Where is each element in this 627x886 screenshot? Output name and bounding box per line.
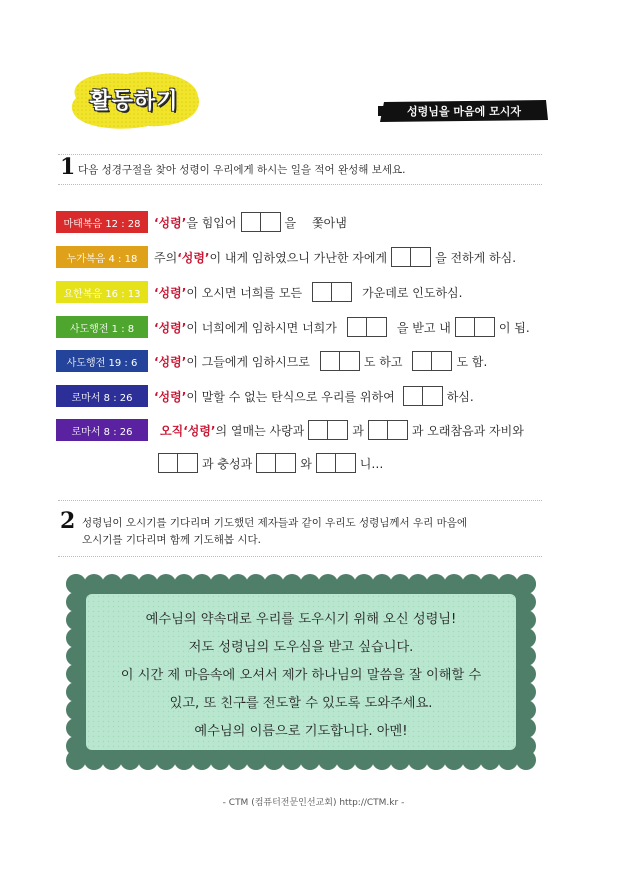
answer-box-pair[interactable] bbox=[391, 247, 431, 267]
verse-row-7-continued bbox=[158, 451, 383, 475]
answer-box-pair[interactable] bbox=[158, 453, 198, 473]
divider bbox=[58, 184, 542, 185]
answer-box[interactable] bbox=[411, 247, 431, 267]
answer-box-pair[interactable] bbox=[256, 453, 296, 473]
verse-text: 이 내게 임하였으니 가난한 자에게 bbox=[209, 250, 388, 265]
verse-text: 니… bbox=[359, 456, 384, 471]
holy-spirit-word: ‘성령’ bbox=[154, 354, 187, 369]
answer-box[interactable] bbox=[316, 453, 336, 473]
prayer-line: 있고, 또 친구를 전도할 수 있도록 도와주세요. bbox=[169, 696, 433, 711]
answer-box[interactable] bbox=[178, 453, 198, 473]
answer-box-pair[interactable] bbox=[312, 282, 352, 302]
verse-text: 도 함. bbox=[456, 354, 488, 369]
holy-spirit-word: ‘성령’ bbox=[154, 320, 187, 335]
answer-box[interactable] bbox=[261, 212, 281, 232]
verse-text: 을 받고 내 bbox=[396, 320, 451, 335]
prayer-line: 예수님의 이름으로 기도합니다. 아멘! bbox=[194, 724, 408, 739]
answer-box-pair[interactable] bbox=[308, 420, 348, 440]
page-title: 활동하기 bbox=[89, 89, 179, 114]
prayer-line: 예수님의 약속대로 우리를 도우시기 위해 오신 성령님! bbox=[145, 612, 457, 627]
answer-box[interactable] bbox=[412, 351, 432, 371]
answer-box[interactable] bbox=[455, 317, 475, 337]
answer-box[interactable] bbox=[423, 386, 443, 406]
verse-text: 하심. bbox=[446, 389, 474, 404]
verse-text: 이 말할 수 없는 탄식으로 우리를 위하여 bbox=[186, 389, 395, 404]
divider bbox=[58, 556, 542, 557]
holy-spirit-word: ‘성령’ bbox=[154, 285, 187, 300]
divider bbox=[58, 154, 542, 155]
verse-text: 이 너희에게 임하시면 너희가 bbox=[186, 320, 337, 335]
prayer-line: 저도 성령님의 도우심을 받고 싶습니다. bbox=[188, 640, 414, 655]
verse-text: 도 하고 bbox=[363, 354, 403, 369]
verse-text: 이 됨. bbox=[498, 320, 530, 335]
answer-box-pair[interactable] bbox=[412, 351, 452, 371]
prayer-text bbox=[84, 606, 518, 746]
question-2-line-2: 오시기를 기다리며 함께 기도해봅 시다. bbox=[82, 534, 261, 546]
answer-box[interactable] bbox=[340, 351, 360, 371]
answer-box[interactable] bbox=[367, 317, 387, 337]
verse-reference: 요한복음 16 : 13 bbox=[56, 281, 148, 303]
holy-spirit-word: 오직 bbox=[160, 423, 184, 438]
verse-reference: 사도행전 19 : 6 bbox=[56, 350, 148, 372]
verse-row-2 bbox=[56, 245, 516, 269]
answer-box[interactable] bbox=[391, 247, 411, 267]
answer-box-pair[interactable] bbox=[241, 212, 281, 232]
footer: - CTM (컴퓨터전문인선교회) http://CTM.kr - bbox=[222, 798, 405, 808]
answer-box[interactable] bbox=[312, 282, 332, 302]
question-number-1: 1 bbox=[60, 154, 76, 180]
subtitle: 성령님을 마음에 모시자 bbox=[407, 105, 521, 118]
verse-text: 을 bbox=[284, 215, 297, 230]
answer-box[interactable] bbox=[158, 453, 178, 473]
verse-text: 과 충성과 bbox=[202, 456, 253, 471]
verse-reference: 사도행전 1 : 8 bbox=[56, 316, 148, 338]
answer-box[interactable] bbox=[320, 351, 340, 371]
answer-box[interactable] bbox=[368, 420, 388, 440]
answer-box[interactable] bbox=[432, 351, 452, 371]
verse-reference: 마태복음 12 : 28 bbox=[56, 211, 148, 233]
answer-box-pair[interactable] bbox=[347, 317, 387, 337]
answer-box-pair[interactable] bbox=[403, 386, 443, 406]
answer-box[interactable] bbox=[336, 453, 356, 473]
holy-spirit-word: ‘성령’ bbox=[183, 423, 216, 438]
holy-spirit-word: ‘성령’ bbox=[154, 389, 187, 404]
verse-text: 이 그들에게 임하시므로 bbox=[186, 354, 310, 369]
verse-row-3 bbox=[56, 280, 462, 304]
verse-row-6 bbox=[56, 384, 474, 408]
prayer-line: 이 시간 제 마음속에 오셔서 제가 하나님의 말씀을 잘 이해할 수 bbox=[120, 668, 482, 683]
answer-box-pair[interactable] bbox=[455, 317, 495, 337]
question-2-line-1: 성령님이 오시기를 기다리며 기도했던 제자들과 같이 우리도 성령님께서 우리 마음에 bbox=[82, 517, 468, 529]
holy-spirit-word: ‘성령’ bbox=[177, 250, 210, 265]
verse-text: 의 열매는 사랑과 bbox=[215, 423, 305, 438]
answer-box[interactable] bbox=[347, 317, 367, 337]
answer-box-pair[interactable] bbox=[320, 351, 360, 371]
verse-row-7 bbox=[56, 418, 524, 442]
verse-text: 주의 bbox=[154, 250, 178, 265]
question-number-2: 2 bbox=[60, 508, 76, 534]
answer-box[interactable] bbox=[403, 386, 423, 406]
answer-box[interactable] bbox=[241, 212, 261, 232]
answer-box[interactable] bbox=[332, 282, 352, 302]
answer-box[interactable] bbox=[388, 420, 408, 440]
answer-box[interactable] bbox=[256, 453, 276, 473]
divider bbox=[58, 500, 542, 501]
verse-text: 와 bbox=[300, 456, 312, 471]
verse-text: 을 힘입어 bbox=[186, 215, 237, 230]
verse-row-1 bbox=[56, 210, 347, 234]
answer-box[interactable] bbox=[475, 317, 495, 337]
answer-box[interactable] bbox=[276, 453, 296, 473]
verse-reference: 로마서 8 : 26 bbox=[56, 385, 148, 407]
verse-reference: 로마서 8 : 26 bbox=[56, 419, 148, 441]
holy-spirit-word: ‘성령’ bbox=[154, 215, 187, 230]
verse-text: 과 오래참음과 자비와 bbox=[411, 423, 524, 438]
verse-text: 가운데로 인도하심. bbox=[362, 285, 463, 300]
verse-reference: 누가복음 4 : 18 bbox=[56, 246, 148, 268]
verse-text: 을 전하게 하심. bbox=[435, 250, 517, 265]
verse-text: 과 bbox=[352, 423, 364, 438]
verse-text: 이 오시면 너희를 모든 bbox=[186, 285, 303, 300]
verse-row-5 bbox=[56, 349, 487, 373]
answer-box-pair[interactable] bbox=[368, 420, 408, 440]
verse-text: 쫓아냄 bbox=[312, 215, 347, 230]
answer-box[interactable] bbox=[308, 420, 328, 440]
answer-box-pair[interactable] bbox=[316, 453, 356, 473]
verse-row-4 bbox=[56, 315, 530, 339]
answer-box[interactable] bbox=[328, 420, 348, 440]
question-1-instruction: 다음 성경구절을 찾아 성령이 우리에게 하시는 일을 적어 완성해 보세요. bbox=[78, 164, 406, 176]
